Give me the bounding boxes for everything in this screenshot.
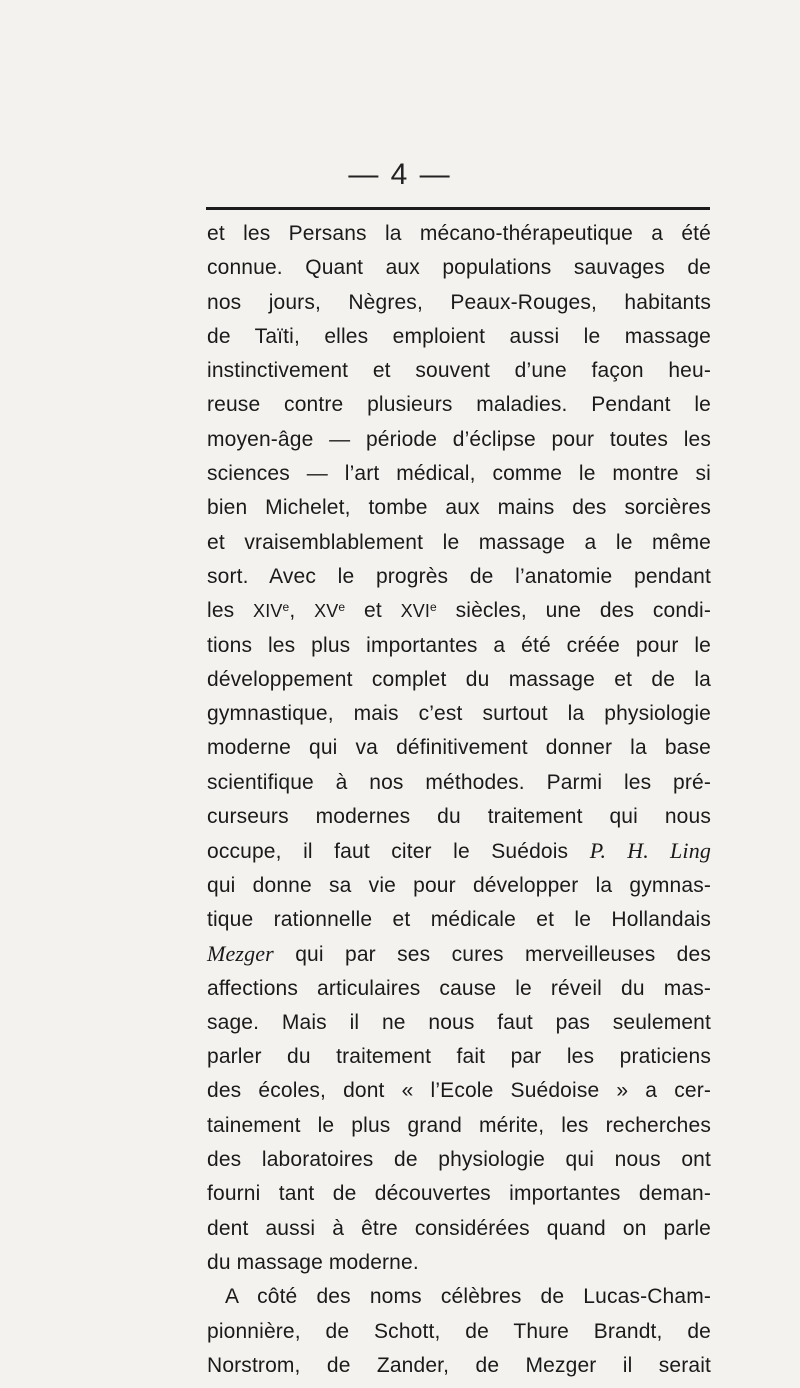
- italic-name: P. H. Ling: [589, 838, 711, 864]
- text-line: [207, 1315, 711, 1349]
- text-span: et vraisemblablement le massage a le même: [207, 530, 711, 554]
- text-line: [207, 800, 711, 834]
- text-line: [207, 594, 711, 628]
- text-span: nos jours, Nègres, Peaux-Rouges, habitants: [207, 290, 711, 314]
- roman-numeral: XV: [314, 601, 339, 622]
- text-span: de Taïti, elles emploient aussi le massage: [207, 324, 711, 348]
- text-line: [207, 286, 711, 320]
- superscript: e: [282, 600, 290, 615]
- text-line: [207, 423, 711, 457]
- text-span: qui par ses cures merveilleuses des: [273, 943, 711, 967]
- text-line: [207, 731, 711, 765]
- text-line: [207, 1177, 711, 1211]
- header-rule: [206, 207, 710, 210]
- roman-numeral: XVI: [400, 601, 431, 622]
- text-span: scientifique à nos méthodes. Parmi les pré-: [207, 770, 711, 794]
- text-line: [207, 937, 711, 971]
- text-span: des écoles, dont « l’Ecole Suédoise » a cer-: [207, 1079, 711, 1103]
- text-line: [207, 1006, 711, 1040]
- text-span: développement complet du massage et de la: [207, 667, 711, 691]
- text-span: et les Persans la mécano-thérapeutique a été: [207, 222, 711, 245]
- text-line: [207, 1212, 711, 1246]
- text-span: tainement le plus grand mérite, les recherches: [207, 1113, 711, 1137]
- italic-name: Mezger: [207, 941, 274, 967]
- text-line: [207, 388, 711, 422]
- text-line: [207, 320, 711, 354]
- text-span: Norstrom, de Zander, de Mezger il serait: [207, 1353, 711, 1377]
- superscript: e: [338, 600, 346, 615]
- text-span: des laboratoires de physiologie qui nous ont: [207, 1148, 711, 1172]
- roman-numeral: XIV: [253, 601, 283, 622]
- text-span: siècles, une des condi-: [436, 599, 711, 623]
- superscript: e: [430, 600, 437, 615]
- text-span: instinctivement et souvent d’une façon heu-: [207, 359, 711, 383]
- text-span: affections articulaires cause le réveil du mas-: [207, 976, 711, 1000]
- page-number: — 4 —: [348, 158, 452, 191]
- text-span: tique rationnelle et médicale et le Hollandais: [207, 907, 711, 931]
- text-line: [207, 903, 711, 937]
- text-line: [207, 972, 711, 1006]
- text-line: [207, 457, 711, 491]
- text-line: [207, 251, 711, 285]
- text-span: parler du traitement fait par les praticiens: [207, 1045, 711, 1069]
- text-line: [207, 1074, 711, 1108]
- text-line: [207, 1349, 711, 1383]
- text-span: et: [345, 599, 401, 623]
- text-span: ,: [289, 599, 315, 623]
- text-line: [207, 1109, 711, 1143]
- text-line: [207, 526, 711, 560]
- text-span: curseurs modernes du traitement qui nous: [207, 805, 711, 829]
- text-span: connue. Quant aux populations sauvages de: [207, 256, 711, 280]
- text-span: tions les plus importantes a été créée pour le: [207, 633, 711, 657]
- text-span: pionnière, de Schott, de Thure Brandt, de: [207, 1319, 711, 1343]
- text-span: occupe, il faut citer le Suédois: [207, 840, 590, 864]
- text-line: [207, 1246, 711, 1280]
- text-span: A côté des noms célèbres de Lucas-Cham-: [225, 1285, 711, 1309]
- text-line: [207, 766, 711, 800]
- body-text: [207, 217, 711, 1383]
- text-line: [207, 354, 711, 388]
- text-span: sciences — l’art médical, comme le montre si: [207, 462, 711, 486]
- text-span: reuse contre plusieurs maladies. Pendant le: [207, 393, 711, 417]
- text-line: [207, 629, 711, 663]
- text-span: gymnastique, mais c’est surtout la physiologie: [207, 702, 711, 726]
- text-line: [207, 663, 711, 697]
- text-line: [207, 697, 711, 731]
- text-span: les: [207, 599, 254, 623]
- text-span: du massage moderne.: [207, 1250, 419, 1274]
- text-line: [207, 217, 711, 251]
- text-line: [207, 491, 711, 525]
- text-span: sort. Avec le progrès de l’anatomie pendant: [207, 564, 711, 588]
- text-line: [207, 869, 711, 903]
- text-span: moyen-âge — période d’éclipse pour toutes les: [207, 427, 711, 451]
- text-span: fourni tant de découvertes importantes deman-: [207, 1182, 711, 1206]
- text-line: [207, 834, 711, 868]
- text-line: [207, 1280, 711, 1314]
- text-line: [207, 1143, 711, 1177]
- text-line: [207, 560, 711, 594]
- text-span: dent aussi à être considérées quand on parle: [207, 1216, 711, 1240]
- text-line: [207, 1040, 711, 1074]
- text-span: moderne qui va définitivement donner la base: [207, 736, 711, 760]
- text-span: bien Michelet, tombe aux mains des sorcières: [207, 496, 711, 520]
- text-span: qui donne sa vie pour développer la gymnas-: [207, 873, 711, 897]
- text-span: sage. Mais il ne nous faut pas seulement: [207, 1010, 711, 1034]
